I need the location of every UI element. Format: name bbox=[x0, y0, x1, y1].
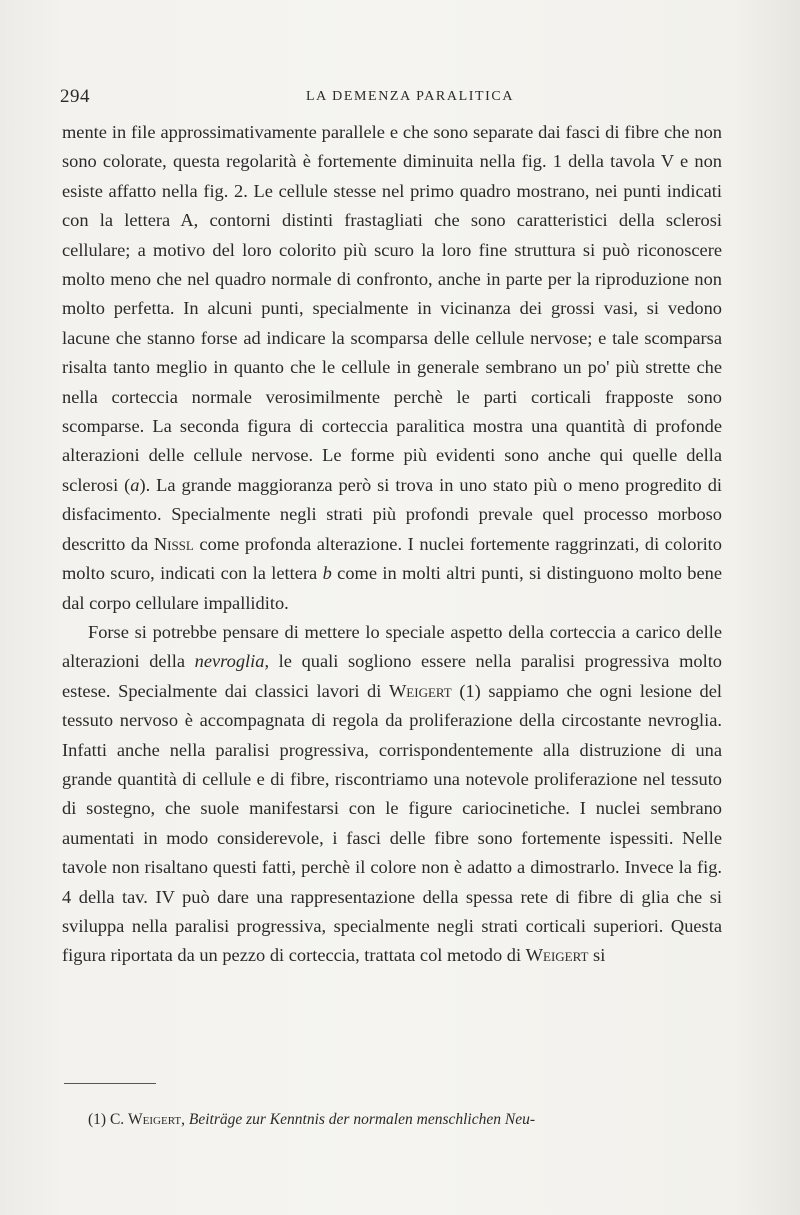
text-run: mente in file approssimativamente parallele e che sono separate dai fasci di fibre che non sono colorate, questa regolarità è fortemente diminuita nella fig. 1 della tavola V e non esiste affatto nella fig. 2. Le cellule stesse nel primo quadro mostrano, nei punti indicati con la lettera A, contorni distinti frastagliati che sono caratteristici della sclerosi cellulare; a motivo del loro colorito più scuro la loro fine struttura si può riconoscere molto meno che nel quadro normale di confronto, anche in parte per la riproduzione non molto perfetta. In alcuni punti, specialmente in vicinanza dei grossi vasi, si vedono lacune che stanno forse ad indicare la scomparsa delle cellule nervose; e tale scomparsa risalta tanto meglio in quanto che le cellule in generale sembrano un po' più strette che nella corteccia normale verosimilmente perchè le parti corticali frapposte sono scomparse. La seconda figura di corteccia paralitica mostra una quantità di profonde alterazioni delle cellule nervose. Le forme più evidenti sono anche qui quelle della sclerosi ( bbox=[62, 122, 722, 495]
text-run: come profonda alterazione. I nuclei fortemente raggrinzati, di colorito molto scuro, indicati con la lettera bbox=[62, 533, 722, 584]
text-run: (1) C. bbox=[88, 1111, 129, 1128]
italic-text: nevroglia bbox=[194, 651, 265, 672]
italic-text: b bbox=[322, 563, 332, 584]
italic-text: Beiträge zur Kenntnis der normalen menschlichen Neu- bbox=[188, 1111, 535, 1128]
author-name: Nissl bbox=[153, 533, 194, 554]
text-run: (1) sappiamo che ogni lesione del tessuto nervoso è accompagnata di regola da proliferazione della circostante nevroglia. Infatti anche nella paralisi progressiva, corrispondentemente alla distruzione di una grande quantità di cellule e di fibre, riscontriamo una notevole proliferazione nel tessuto di sostegno, che suole manifestarsi con le figure cariocinetiche. I nuclei sembrano aumentati in modo considerevole, i fasci delle fibre sono fortemente ispessiti. Nelle tavole non risaltano questi fatti, perchè il colore non è adatto a dimostrarlo. Invece la fig. 4 della tav. IV può dare una rappresentazione della spessa rete di fibre di glia che si sviluppa nella paralisi progressiva, specialmente negli strati corticali superiori. Questa figura riportata da un pezzo di corteccia, trattata col metodo di bbox=[62, 680, 722, 966]
text-run: si bbox=[588, 945, 606, 966]
body-text bbox=[62, 118, 722, 971]
paragraph bbox=[62, 618, 722, 971]
italic-text: a bbox=[130, 474, 140, 495]
author-name: Weigert bbox=[525, 945, 589, 966]
page-number: 294 bbox=[60, 86, 90, 107]
text-run: , bbox=[181, 1111, 189, 1128]
text-run: come in molti altri punti, si distinguono molto bene dal corpo cellulare impallidito. bbox=[62, 563, 722, 613]
text-run: , le quali sogliono essere nella paralisi progressiva molto estese. Specialmente dai classici lavori di bbox=[62, 651, 723, 701]
author-name: Weigert bbox=[388, 680, 452, 701]
paragraph bbox=[62, 118, 722, 618]
footnote-divider bbox=[64, 1083, 156, 1084]
text-run: ). La grande maggioranza però si trova in uno stato più o meno progredito di disfacimento. Specialmente negli strati più profondi prevale quel processo morboso descritto da bbox=[62, 474, 723, 554]
text-run: Forse si potrebbe pensare di mettere lo speciale aspetto della corteccia a carico delle alterazioni della bbox=[62, 621, 722, 672]
author-name: Weigert bbox=[128, 1111, 182, 1128]
page-header bbox=[60, 86, 740, 110]
footnote bbox=[88, 1109, 728, 1131]
running-title: LA DEMENZA PARALITICA bbox=[305, 89, 515, 104]
